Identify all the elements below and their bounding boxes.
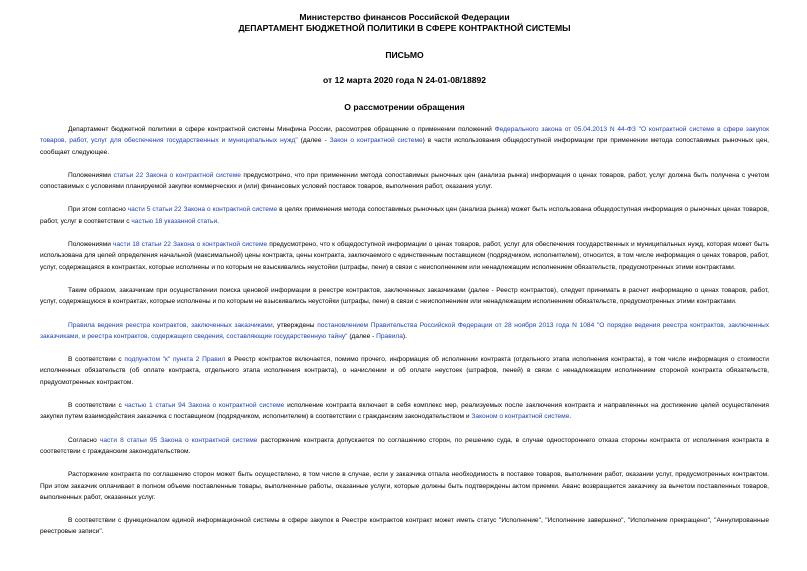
paragraph-text: Положениями (68, 171, 114, 179)
paragraph-text: (далее - (297, 137, 330, 145)
paragraph (40, 320, 769, 343)
legal-reference-link[interactable]: частью 1 статьи 94 Закона о контрактной системе (124, 402, 285, 410)
legal-reference-link[interactable]: Правила (376, 332, 403, 340)
paragraph-text: в целях применения метода сопоставимых рыночных цен (анализа рынка) может быть использована общедоступная информация о рыночных ценах товаров, работ, услуг в соответствии с (40, 206, 769, 225)
legal-reference-link[interactable]: Федерального закона от 05.04.2013 N 44-ФЗ "О контрактной системе в сфере закупок товаров, работ, услуг для обеспечения государственных и муниципальных нужд" (40, 126, 769, 145)
legal-reference-link[interactable]: части 5 статьи 22 Закона о контрактной системе (127, 206, 278, 214)
legal-reference-link[interactable]: части 18 статьи 22 Закона о контрактной системе (113, 241, 268, 249)
paragraph (40, 170, 769, 193)
document-subject: О рассмотрении обращения (344, 102, 465, 112)
paragraph (40, 354, 769, 388)
paragraph (40, 400, 769, 423)
paragraph-text: предусмотрено, что к общедоступной информации о ценах товаров, работ, услуг для обеспечения государственных и муниципальных нужд, которая может быть использована для целей определения начальной (максимальной) цены контракта, цены контракта, заключаемого с единственным поставщиком (подрядчиком, исполнителем), относится, в том числе информация о ценах товаров, работ, услуг, содержащаяся в контрактах, которые исполнены и по которым не взыскивались неустойки (штрафы, пени) в связи с неисполнением или ненадлежащим исполнением обязательств, предусмотренных этими контрактами. (40, 241, 769, 271)
paragraph (40, 239, 769, 273)
paragraph-text: Расторжение контракта по соглашению сторон может быть осуществлено, в том числе в случае, если у заказчика отпала необходимость в поставке товаров, выполнении работ, оказании услуг, предусмотренных контрактом. При этом заказчик оплачивает в полном объеме поставленные товары, выполненные работы, оказанные услуги, которые должны быть подтверждены актом приемки. Аванс возвращается заказчику за вычетом поставленных товаров, выполненных работ, оказанных услуг. (40, 471, 769, 501)
paragraph-text: в Реестр контрактов включается, помимо прочего, информация об исполнении контракта (отдельного этапа исполнения контракта), в том числе информация о стоимости исполненных обязательств (об оплате контракта, отдельного этапа исполнения контракта), о начислении и об оплате неустоек (штрафов, пеней) в связи с ненадлежащим исполнением стороной контракта обязательств, предусмотренных контрактом. (40, 356, 769, 386)
paragraph-text: предусмотрено, что при применении метода сопоставимых рыночных цен (анализа рынка) информация о ценах товаров, работ, услуг должна быть получена с учетом сопоставимых с условиями планируемой закупки коммерческих и (или) финансовых условий поставок товаров, выполнения работ, оказания услуг. (40, 171, 769, 191)
paragraph-text: В соответствии с (68, 402, 125, 410)
paragraph-text: ). (402, 332, 407, 340)
paragraph (40, 515, 769, 538)
legal-reference-link[interactable]: Закон о контрактной системе (329, 137, 423, 145)
legal-reference-link[interactable]: Законом о контрактной системе (471, 413, 570, 421)
paragraph (40, 204, 769, 227)
paragraph-text: При этом согласно (68, 206, 128, 214)
paragraph-text: расторжение контракта допускается по соглашению сторон, по решению суда, в случае одностороннего отказа стороны контракта от исполнения контракта в соответствии с гражданским законодательством. (40, 436, 769, 455)
paragraph-text: Департамент бюджетной политики в сфере контрактной системы Минфина России, рассмотрев обращение о применении положений (68, 126, 495, 133)
document-type: ПИСЬМО (385, 50, 424, 60)
paragraph-text: . (217, 217, 219, 225)
paragraph-text: Таким образом, заказчикам при осуществлении поиска ценовой информации в реестре контрактов, заключенных заказчиками (далее - Реестр контрактов), следует принимать в расчет информацию о ценах товаров, работ, услуг, содержащуюся в контрактах, которые исполнены и по которым не взыскивались неустойки (штрафы, пени) в связи с неисполнением или ненадлежащим исполнением обязательств, предусмотренных этими контрактами. (40, 286, 769, 306)
paragraph-text: В соответствии с (68, 356, 125, 364)
paragraph (40, 285, 769, 308)
legal-reference-link[interactable]: подпунктом "к" пункта 2 Правил (124, 356, 226, 364)
document-body (40, 124, 769, 538)
paragraph (40, 469, 769, 503)
legal-reference-link[interactable]: статьи 22 Закона о контрактной системе (113, 171, 241, 179)
legal-reference-link[interactable]: постановлением Правительства Российской Федерации от 28 ноября 2013 года N 1084 "О порядке ведения реестра контрактов, заключенных заказчиками, и реестра контрактов, содержащего сведения, составляющие государственную тайну" (40, 321, 770, 340)
paragraph-text: В соответствии с функционалом единой информационной системы в сфере закупок в Реестре контрактов контракт может иметь статус "Исполнение", "Исполнение завершено", "Исполнение прекращено", "Аннулированные реестровые записи". (40, 517, 769, 536)
paragraph-text: Положениями (68, 241, 114, 249)
paragraph (40, 124, 769, 158)
department-name: ДЕПАРТАМЕНТ БЮДЖЕТНОЙ ПОЛИТИКИ В СФЕРЕ КОНТРАКТНОЙ СИСТЕМЫ (238, 23, 571, 33)
legal-reference-link[interactable]: частью 18 указанной статьи (131, 217, 218, 225)
legal-reference-link[interactable]: части 8 статьи 95 Закона о контрактной системе (99, 436, 258, 444)
ministry-name: Министерство финансов Российской Федерации (299, 12, 510, 22)
paragraph-text: Согласно (68, 436, 100, 444)
paragraph-text: (далее - (347, 332, 377, 340)
document-date-number: от 12 марта 2020 года N 24-01-08/18892 (322, 75, 487, 85)
paragraph (40, 435, 769, 458)
paragraph-text: исполнение контракта включает в себя комплекс мер, реализуемых после заключения контракта и направленных на достижение целей осуществления закупки путем взаимодействия заказчика с поставщиком (подрядчиком, исполнителем) в соответствии с гражданским законодательством и (40, 402, 769, 421)
paragraph-text: . (569, 413, 572, 421)
paragraph-text: ) в части использования общедоступной информации при применении метода сопоставимых рыночных цен, сообщает следующее. (40, 137, 769, 156)
paragraph-text: , утверждены (272, 321, 318, 329)
legal-reference-link[interactable]: Правила ведения реестра контрактов, заключенных заказчиками (68, 321, 273, 329)
